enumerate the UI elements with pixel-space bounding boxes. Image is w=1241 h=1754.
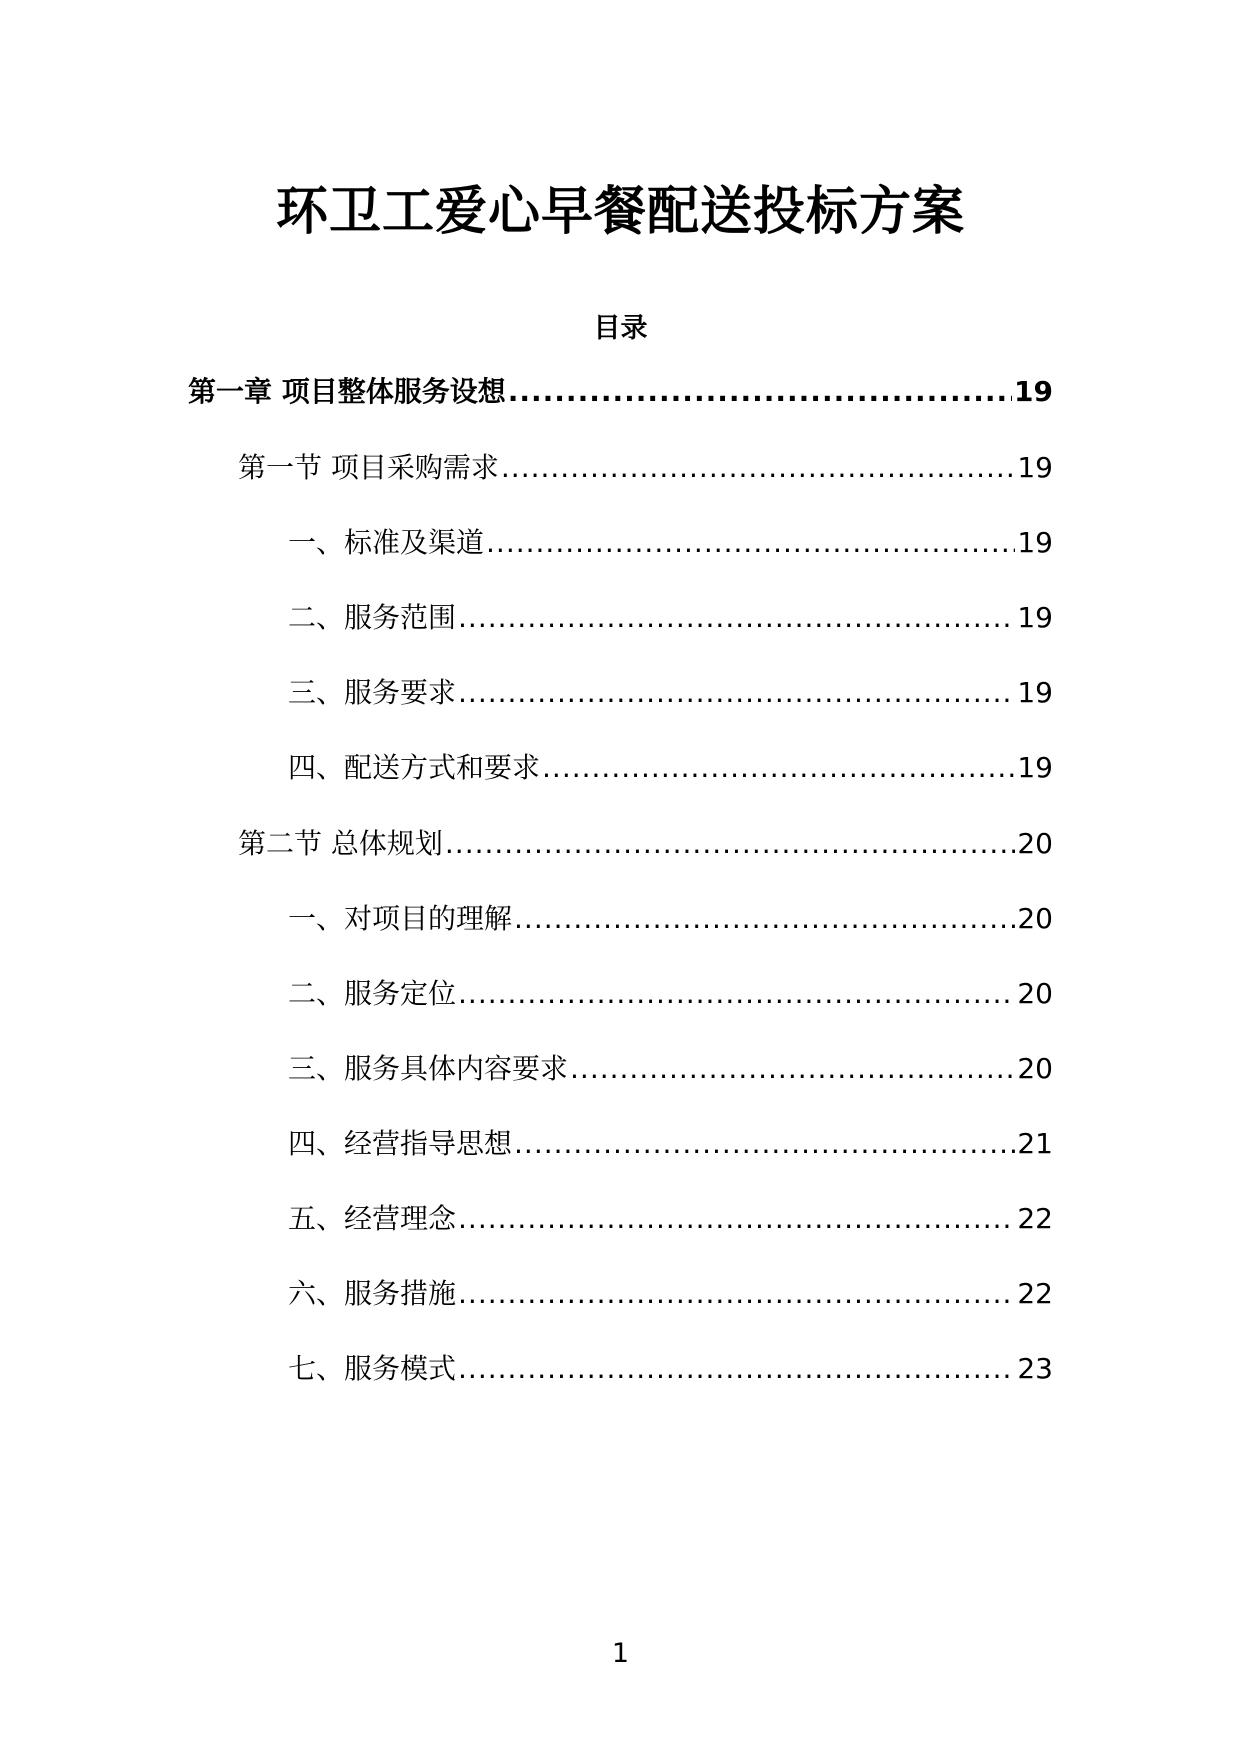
toc-entry-label: 第二节 总体规划 — [238, 827, 443, 860]
toc-dot-leader — [514, 899, 1015, 939]
toc-entry-label: 一、标准及渠道 — [288, 526, 485, 559]
toc-dot-leader — [458, 1199, 1015, 1239]
toc-entry-label: 二、服务定位 — [288, 977, 457, 1010]
toc-dot-leader — [508, 372, 1012, 412]
toc-entry-page: 20 — [1017, 902, 1053, 935]
page-number: 1 — [611, 1638, 630, 1669]
toc-dot-leader — [458, 1274, 1015, 1314]
toc-entry-label: 一、对项目的理解 — [288, 902, 513, 935]
toc-dot-leader — [542, 748, 1015, 788]
toc-entry-page: 20 — [1017, 977, 1053, 1010]
toc-entry-page: 19 — [1017, 676, 1053, 709]
toc-entry-item[interactable] — [288, 1049, 1053, 1089]
document-title: 环卫工爱心早餐配送投标方案 — [275, 182, 965, 242]
toc-entry-label: 三、服务具体内容要求 — [288, 1052, 569, 1085]
toc-entry-item[interactable] — [288, 523, 1053, 563]
toc-entry-page: 19 — [1017, 751, 1053, 784]
toc-entry-label: 四、经营指导思想 — [288, 1127, 513, 1160]
toc-entry-section-2[interactable] — [238, 824, 1053, 864]
toc-entry-label: 三、服务要求 — [288, 676, 457, 709]
toc-entry-item[interactable] — [288, 1124, 1053, 1164]
toc-dot-leader — [458, 673, 1015, 713]
toc-entry-label: 四、配送方式和要求 — [288, 751, 541, 784]
toc-dot-leader — [458, 974, 1015, 1014]
toc-entry-label: 第一章 项目整体服务设想 — [188, 375, 506, 408]
toc-entry-page: 23 — [1017, 1352, 1053, 1385]
toc-entry-page: 20 — [1017, 1052, 1053, 1085]
toc-dot-leader — [458, 1349, 1015, 1389]
toc-entry-label: 第一节 项目采购需求 — [238, 451, 499, 484]
toc-entry-page: 19 — [1017, 601, 1053, 634]
toc-entry-item[interactable] — [288, 673, 1053, 713]
toc-dot-leader — [458, 598, 1015, 638]
toc-entry-item[interactable] — [288, 1349, 1053, 1389]
toc-entry-page: 21 — [1017, 1127, 1053, 1160]
toc-entry-page: 19 — [1017, 526, 1053, 559]
toc-dot-leader — [486, 523, 1015, 563]
toc-dot-leader — [514, 1124, 1015, 1164]
toc-entry-page: 20 — [1017, 827, 1053, 860]
toc-heading: 目录 — [593, 313, 648, 344]
toc-entry-item[interactable] — [288, 1274, 1053, 1314]
toc-entry-label: 五、经营理念 — [288, 1202, 457, 1235]
toc-entry-item[interactable] — [288, 899, 1053, 939]
toc-entry-label: 六、服务措施 — [288, 1277, 457, 1310]
toc-dot-leader — [501, 448, 1015, 488]
toc-entry-page: 19 — [1014, 375, 1053, 408]
toc-entry-page: 22 — [1017, 1202, 1053, 1235]
toc-entry-item[interactable] — [288, 598, 1053, 638]
toc-entry-page: 19 — [1017, 451, 1053, 484]
toc-entry-chapter-1[interactable] — [188, 372, 1053, 412]
toc-dot-leader — [445, 824, 1015, 864]
toc-entry-item[interactable] — [288, 748, 1053, 788]
toc-entry-label: 二、服务范围 — [288, 601, 457, 634]
toc-entry-item[interactable] — [288, 974, 1053, 1014]
toc-entry-item[interactable] — [288, 1199, 1053, 1239]
toc-entry-page: 22 — [1017, 1277, 1053, 1310]
toc-entry-label: 七、服务模式 — [288, 1352, 457, 1385]
toc-dot-leader — [570, 1049, 1015, 1089]
toc-entry-section-1[interactable] — [238, 448, 1053, 488]
